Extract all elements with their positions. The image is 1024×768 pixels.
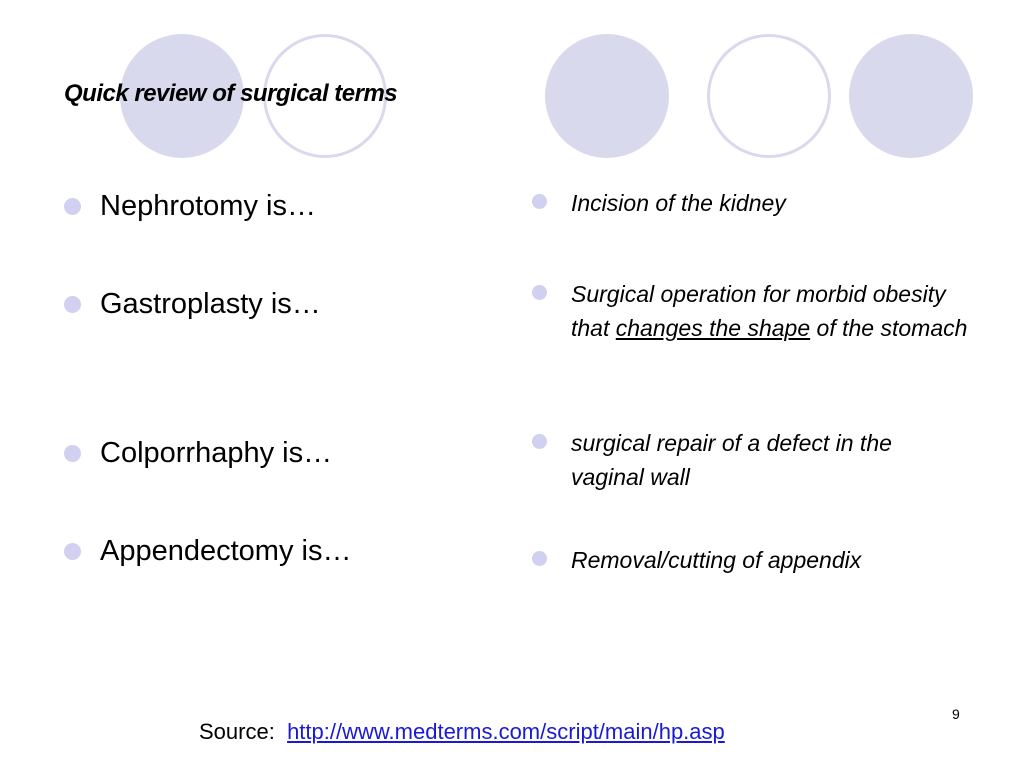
term-text: Gastroplasty is… [100, 288, 321, 320]
term-text: Appendectomy is… [100, 535, 352, 567]
bullet-icon [532, 194, 547, 209]
decorative-circle-filled-2 [545, 34, 669, 158]
term-text: Nephrotomy is… [100, 190, 316, 222]
source-label: Source: [199, 719, 275, 744]
definition-text-pre: Surgical operation for morbid obesity that [571, 281, 946, 341]
source-line [199, 719, 725, 745]
term-item [64, 533, 351, 569]
definition-item [532, 543, 971, 577]
source-link[interactable]: http://www.medterms.com/script/main/hp.asp [287, 719, 725, 744]
term-item [64, 435, 332, 471]
term-item [64, 286, 321, 322]
definition-item [532, 426, 971, 494]
term-item [64, 188, 316, 224]
definition-text-post: of the stomach [810, 315, 968, 341]
definition-item [532, 277, 971, 345]
definition-text: Removal/cutting of appendix [571, 547, 862, 573]
term-text: Colporrhaphy is… [100, 437, 333, 469]
definition-item [532, 186, 971, 220]
decorative-circle-filled-3 [849, 34, 973, 158]
decorative-circle-outline-2 [707, 34, 831, 158]
definition-text: surgical repair of a defect in the vaginal wall [571, 430, 892, 490]
bullet-icon [64, 296, 81, 313]
bullet-icon [532, 285, 547, 300]
bullet-icon [64, 445, 81, 462]
definition-text [571, 277, 971, 345]
slide-title: Quick review of surgical terms [64, 80, 398, 107]
page-number: 9 [952, 706, 960, 722]
bullet-icon [532, 551, 547, 566]
bullet-icon [64, 198, 81, 215]
definition-text: Incision of the kidney [571, 190, 786, 216]
bullet-icon [532, 434, 547, 449]
definition-underlined-phrase: changes the shape [615, 315, 811, 341]
bullet-icon [64, 543, 81, 560]
